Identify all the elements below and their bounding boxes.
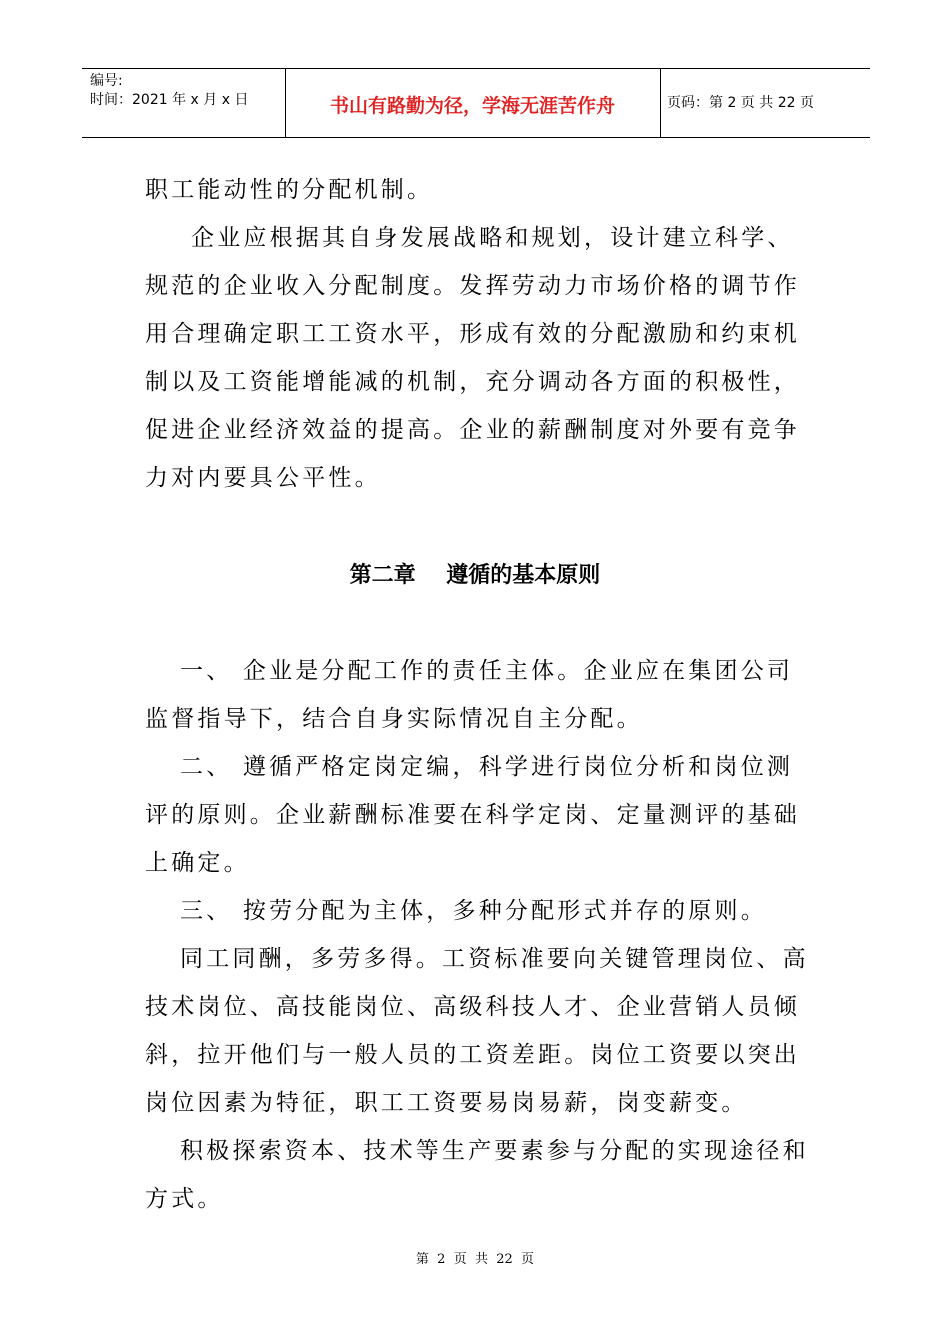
serial-number-label: 编号: (90, 73, 123, 89)
page-header (82, 68, 870, 138)
page-footer: 第 2 页 共 22 页 (415, 1252, 535, 1267)
time-label: 时间：2021 年 x 月 x 日 (90, 92, 249, 108)
intro-text (145, 166, 810, 502)
header-divider (660, 69, 661, 137)
paragraph: 职工能动性的分配机制。 (145, 177, 434, 203)
paragraph: 一、 企业是分配工作的责任主体。企业应在集团公司监督指导下，结合自身实际情况自主分配。 (145, 658, 794, 732)
header-motto: 书山有路勤为径，学海无涯苦作舟 (329, 95, 615, 117)
paragraph: 同工同酬，多劳多得。工资标准要向关键管理岗位、高技术岗位、高技能岗位、高级科技人才、企业营销人员倾斜，拉开他们与一般人员的工资差距。岗位工资要以突出岗位因素为特征，职工工资要易岗易薪，岗变薪变。 (145, 946, 809, 1116)
chapter-title: 第二章 遵循的基本原则 (349, 563, 601, 588)
principles-text (145, 647, 810, 1223)
paragraph: 二、 遵循严格定岗定编，科学进行岗位分析和岗位测评的原则。企业薪酬标准要在科学定岗、定量测评的基础上确定。 (145, 754, 800, 876)
page-info: 页码：第 2 页 共 22 页 (667, 95, 814, 111)
paragraph: 三、 按劳分配为主体，多种分配形式并存的原则。 (180, 898, 767, 924)
paragraph: 积极探索资本、技术等生产要素参与分配的实现途径和方式。 (145, 1138, 809, 1212)
paragraph: 企业应根据其自身发展战略和规划，设计建立科学、规范的企业收入分配制度。发挥劳动力市场价格的调节作用合理确定职工工资水平，形成有效的分配激励和约束机制以及工资能增能减的机制，充分调动各方面的积极性，促进企业经济效益的提高。企业的薪酬制度对外要有竞争力对内要具公平性。 (145, 225, 800, 491)
